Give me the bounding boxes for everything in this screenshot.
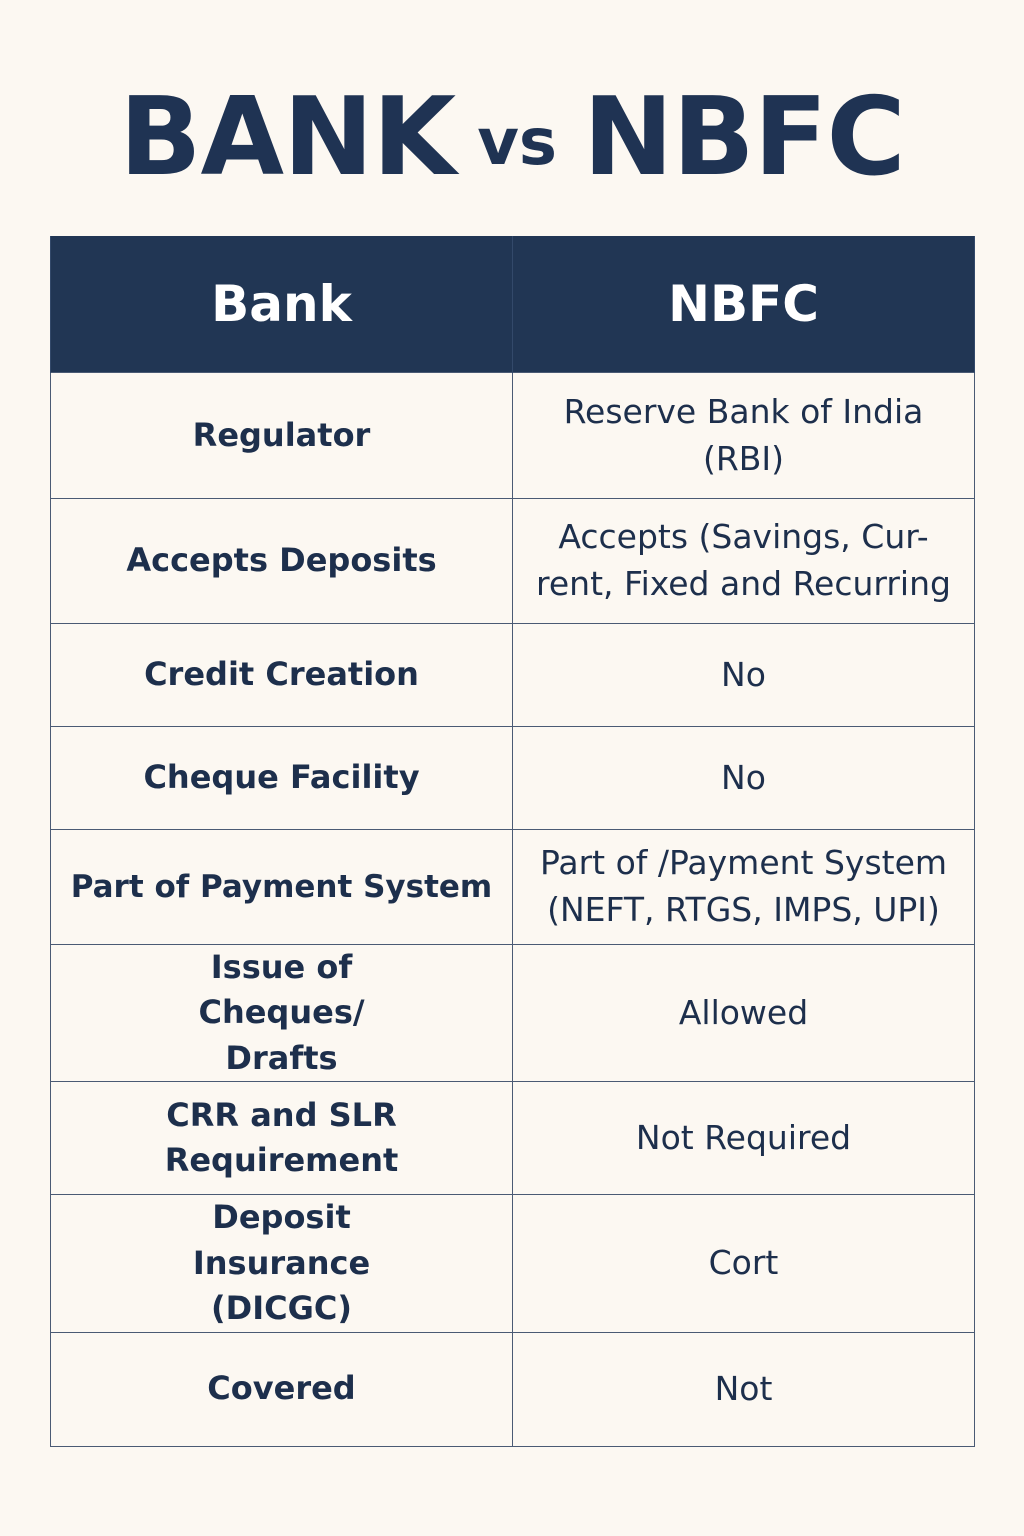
table-row [51, 624, 975, 727]
nbfc-cell: Not Required [513, 1082, 975, 1195]
nbfc-cell: No [513, 624, 975, 727]
table-row [51, 373, 975, 499]
feature-cell: Part of Payment System [51, 830, 513, 945]
nbfc-cell: Part of /Payment System (NEFT, RTGS, IMPS, UPI) [513, 830, 975, 945]
table-row [51, 830, 975, 945]
title-bank: BANK [119, 74, 456, 200]
column-header-nbfc: NBFC [513, 236, 975, 373]
nbfc-cell: Not [513, 1332, 975, 1446]
table-row [51, 727, 975, 830]
table-row [51, 1332, 975, 1446]
feature-cell: Issue of Cheques/ Drafts [51, 945, 513, 1082]
feature-cell: Credit Creation [51, 624, 513, 727]
nbfc-cell: Allowed [513, 945, 975, 1082]
table-row [51, 945, 975, 1082]
column-header-bank: Bank [51, 236, 513, 373]
nbfc-cell: Accepts (Savings, Cur-rent, Fixed and Recurring [513, 499, 975, 624]
feature-cell: Cheque Facility [51, 727, 513, 830]
title-vs: vs [477, 106, 558, 180]
table-header [51, 236, 975, 373]
title-nbfc: NBFC [583, 74, 905, 200]
table-body [51, 373, 975, 1447]
comparison-table [50, 236, 975, 1447]
nbfc-cell: Cort [513, 1195, 975, 1332]
table-row [51, 1082, 975, 1195]
feature-cell: Regulator [51, 373, 513, 499]
feature-cell: Accepts Deposits [51, 499, 513, 624]
nbfc-cell: Reserve Bank of India (RBI) [513, 373, 975, 499]
feature-cell: Covered [51, 1332, 513, 1446]
feature-cell: Deposit Insurance (DICGC) [51, 1195, 513, 1332]
table-row [51, 1195, 975, 1332]
nbfc-cell: No [513, 727, 975, 830]
table-row [51, 499, 975, 624]
header-row [51, 236, 975, 373]
page-title [0, 72, 1024, 202]
feature-cell: CRR and SLR Requirement [51, 1082, 513, 1195]
